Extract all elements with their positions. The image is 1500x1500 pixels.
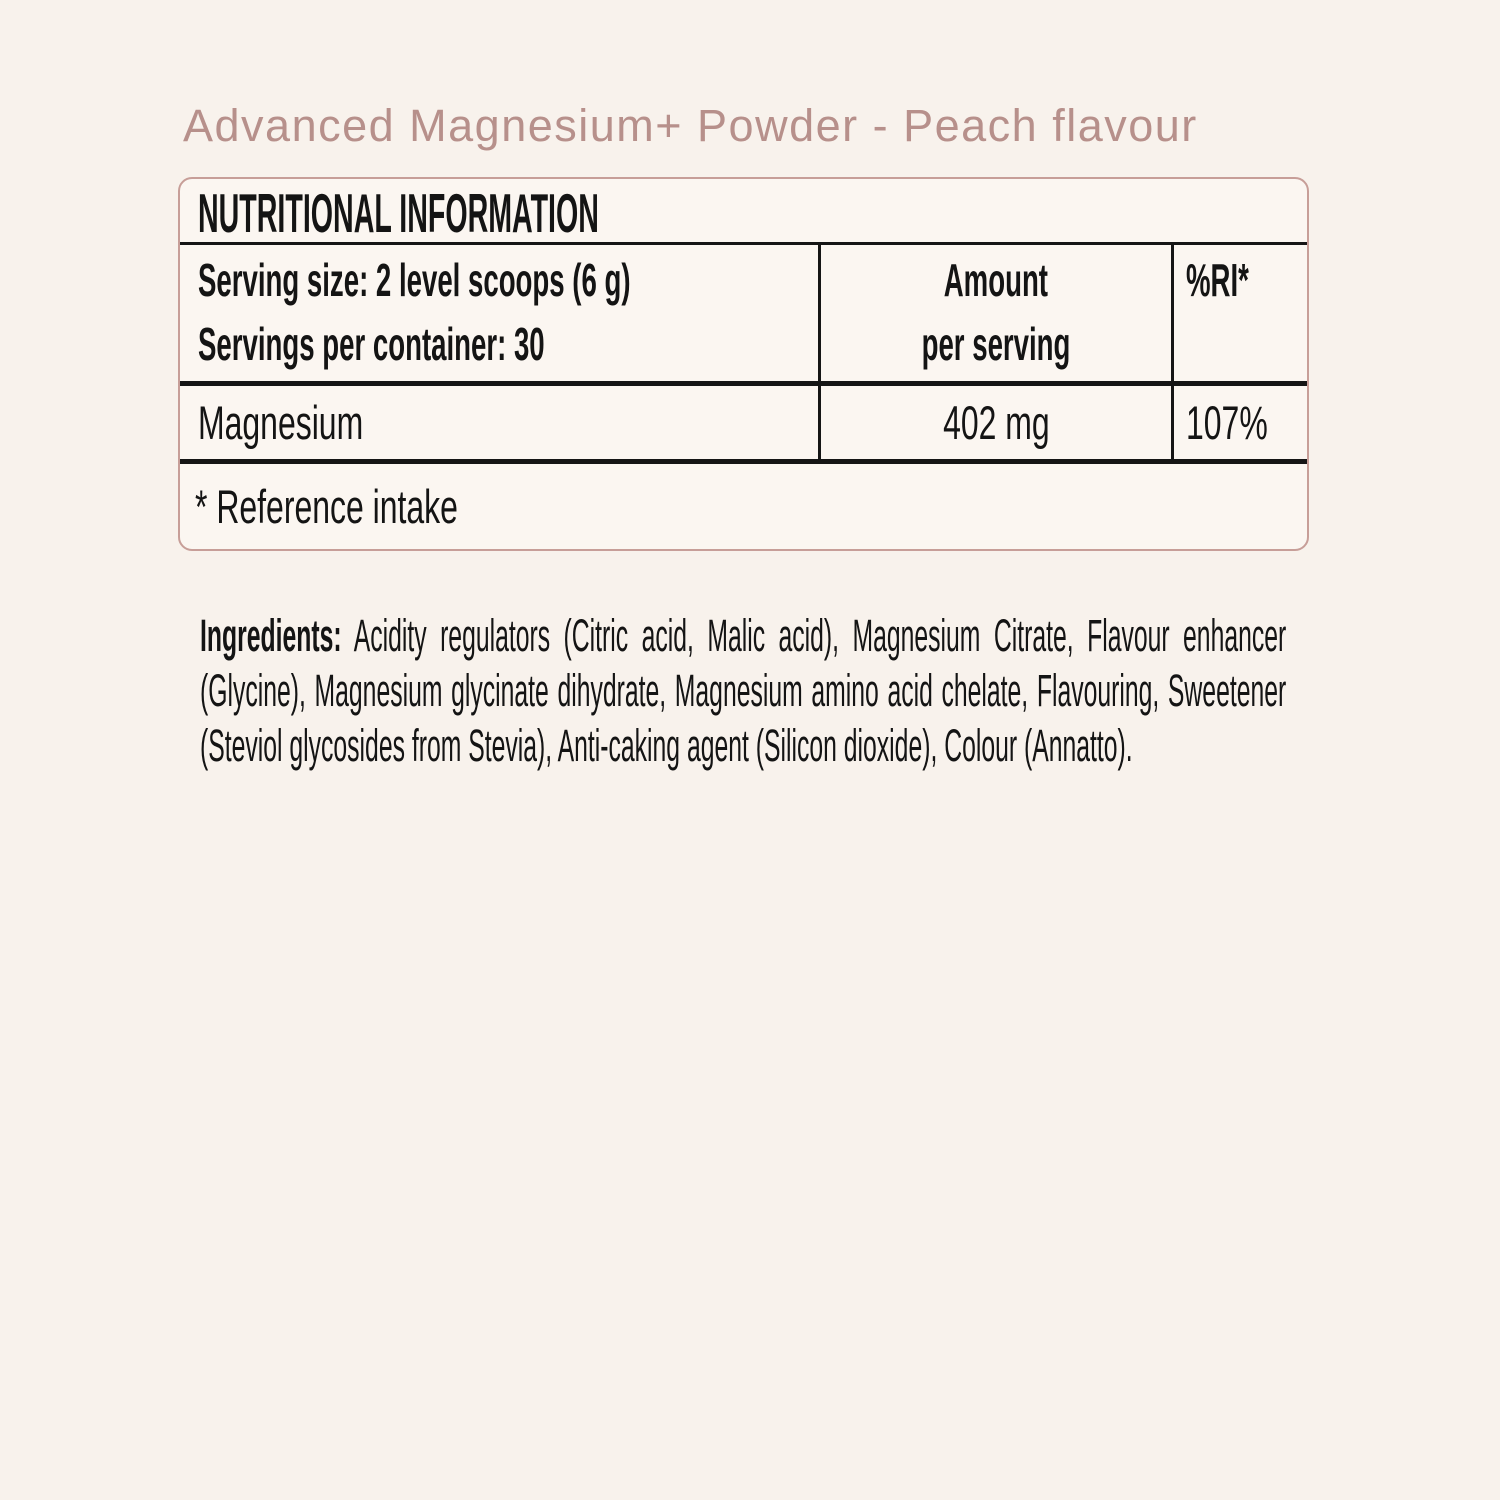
amount-cell bbox=[818, 386, 1174, 459]
ri-header-cell bbox=[1174, 245, 1307, 381]
amount-value: 402 mg bbox=[942, 396, 1050, 449]
ingredients-label: Ingredients: bbox=[200, 610, 342, 661]
amount-header-cell bbox=[818, 245, 1174, 381]
ri-value: 107% bbox=[1186, 396, 1268, 449]
ingredients-text: Acidity regulators (Citric acid, Malic acid), Magnesium Citrate, Flavour enhancer (Glycine), Magnesium glycinate dihydrate, Magnesium amino acid chelate, Flavouring, Sweetener (Steviol glycosides from Stevia), Anti-caking agent (Silicon dioxide), Colour (Annatto). bbox=[200, 610, 1287, 771]
serving-size-line: Serving size: 2 level scoops (6 g) bbox=[198, 254, 631, 306]
ri-header: %RI* bbox=[1186, 254, 1249, 306]
table-row-magnesium bbox=[180, 386, 1307, 464]
product-title: Advanced Magnesium+ Powder - Peach flavour bbox=[183, 100, 1198, 151]
nutrition-table-title-row bbox=[180, 179, 1307, 245]
reference-intake-footnote: * Reference intake bbox=[195, 480, 458, 533]
serving-info-cell bbox=[180, 245, 818, 381]
ingredients-paragraph bbox=[200, 608, 1286, 773]
servings-per-container-line: Servings per container: 30 bbox=[198, 318, 545, 370]
nutrient-cell bbox=[180, 386, 818, 459]
amount-header-line2: per serving bbox=[921, 318, 1071, 370]
ri-cell bbox=[1174, 386, 1307, 459]
nutrition-table bbox=[178, 177, 1309, 551]
nutrition-table-title: NUTRITIONAL INFORMATION bbox=[198, 182, 599, 244]
amount-header-line1: Amount bbox=[943, 254, 1049, 306]
nutrient-name: Magnesium bbox=[198, 396, 364, 449]
table-footnote-row bbox=[180, 464, 1307, 549]
table-header-row bbox=[180, 245, 1307, 386]
